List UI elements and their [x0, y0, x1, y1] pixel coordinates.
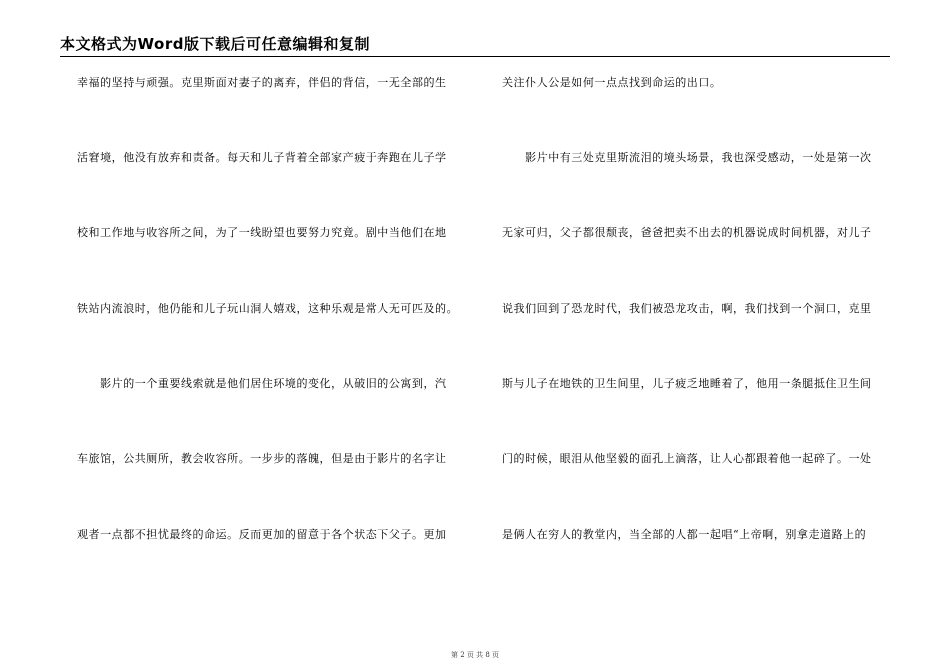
- text-line: 说我们回到了恐龙时代，我们被恐龙攻击，啊，我们找到一个洞口，克里: [502, 302, 872, 315]
- text-line: 铁站内流浪时，他仍能和儿子玩山洞人嬉戏，这种乐观是常人无可匹及的。: [77, 302, 459, 315]
- text-line: 幸福的坚持与顽强。克里斯面对妻子的离弃，伴侣的背信，一无全部的生: [77, 76, 447, 89]
- text-line: 活窘境，他没有放弃和责备。每天和儿子背着全部家产疲于奔跑在儿子学: [77, 151, 447, 164]
- text-line: 影片中有三处克里斯流泪的境头场景，我也深受感动，一处是第一次: [502, 151, 872, 164]
- header-divider: [60, 56, 890, 57]
- page-number-footer: 第 2 页 共 8 页: [450, 651, 500, 659]
- text-line: 无家可归，父子都很颓丧，爸爸把卖不出去的机器说成时间机器，对儿子: [502, 226, 872, 239]
- document-header-title: 本文格式为Word版下载后可任意编辑和复制: [60, 35, 370, 53]
- text-line: 观者一点都不担忧最终的命运。反而更加的留意于各个状态下父子。更加: [77, 528, 447, 541]
- text-line: 影片的一个重要线索就是他们居住环境的变化，从破旧的公寓到，汽: [77, 377, 447, 390]
- text-line: 斯与儿子在地铁的卫生间里，儿子疲乏地睡着了，他用一条腿抵住卫生间: [502, 377, 872, 390]
- text-line: 车旅馆，公共厕所，教会收容所。一步步的落魄，但是由于影片的名字让: [77, 452, 447, 465]
- text-line: 校和工作地与收容所之间，为了一线盼望也要努力究竟。剧中当他们在地: [77, 226, 447, 239]
- text-line: 关注仆人公是如何一点点找到命运的出口。: [502, 76, 722, 89]
- text-line: 是俩人在穷人的教堂内，当全部的人都一起唱“上帝啊，别拿走道路上的: [502, 528, 867, 541]
- text-line: 门的时候，眼泪从他坚毅的面孔上滴落，让人心都跟着他一起碎了。一处: [502, 452, 872, 465]
